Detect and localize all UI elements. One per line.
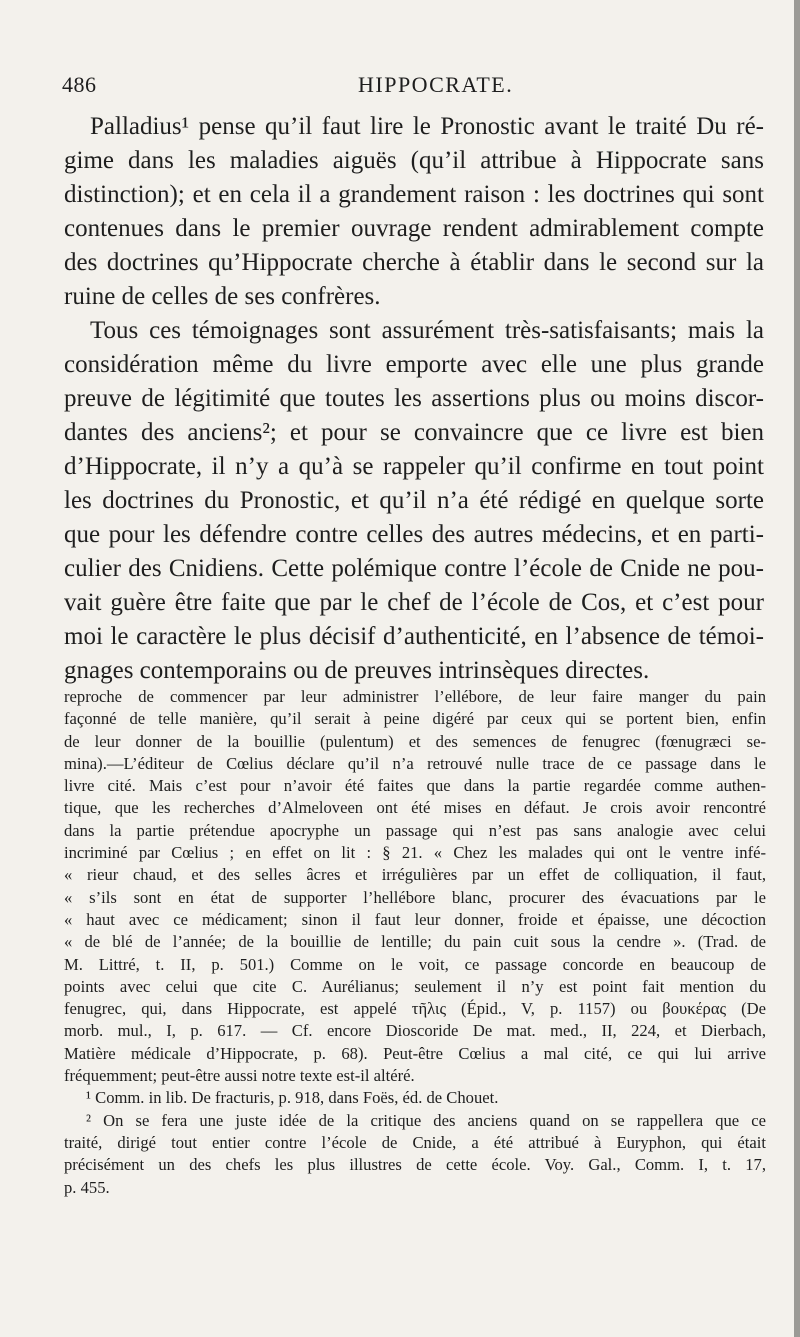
main-line: considération même du livre emporte avec elle une plus grande [64, 351, 764, 378]
note-line: façonné de telle manière, qu’il serait à peine digéré par ceux qui se portent bien, enfin [64, 709, 766, 729]
note-line: reproche de commencer par leur administrer l’ellébore, de leur faire manger du pain [64, 687, 766, 706]
note-line: précisément un des chefs les plus illustres de cette école. Voy. Gal., Comm. I, t. 17, [64, 1155, 766, 1175]
note-line: morb. mul., I, p. 617. — Cf. encore Dioscoride De mat. med., II, 224, et Dierbach, [64, 1021, 766, 1041]
page-number: 486 [62, 72, 97, 97]
note-line: mina).—L’éditeur de Cœlius déclare qu’il n’a retrouvé nulle trace de ce passage dans le [64, 753, 766, 773]
main-line: gime dans les maladies aiguës (qu’il attribue à Hippocrate sans [64, 147, 764, 174]
footnote-2: ² On se fera une juste idée de la critique des anciens quand on se rappellera que ce [86, 1110, 766, 1130]
main-line: contenues dans le premier ouvrage rendent admirablement compte [64, 215, 764, 242]
note-line: « s’ils sont en état de supporter l’hellébore blanc, procurer des évacuations par le [64, 887, 766, 907]
note-line: M. Littré, t. II, p. 501.) Comme on le voit, ce passage concorde en beaucoup de [64, 954, 766, 974]
main-line: des doctrines qu’Hippocrate cherche à établir dans le second sur la [64, 249, 764, 276]
main-line: preuve de légitimité que toutes les assertions plus ou moins discor- [64, 385, 764, 412]
main-line: Palladius¹ pense qu’il faut lire le Pronostic avant le traité Du ré- [90, 113, 764, 140]
note-line: fenugrec, qui, dans Hippocrate, est appelé τῆλις (Épid., V, p. 1157) ou βουκέρας (De [64, 999, 766, 1019]
note-line: p. 455. [64, 1177, 110, 1197]
note-line: Matière médicale d’Hippocrate, p. 68). Peut-être Cœlius a mal cité, ce qui lui arrive [64, 1043, 766, 1063]
main-line: moi le caractère le plus décisif d’authenticité, en l’absence de témoi- [64, 623, 764, 650]
main-line: distinction); et en cela il a grandement raison : les doctrines qui sont [64, 181, 764, 208]
note-line: livre cité. Mais c’est pour n’avoir été faites que dans la partie regardée comme authen- [64, 776, 766, 796]
note-line: « de blé de l’année; de la bouillie de lentille; du pain cuit sous la cendre ». (Trad. de [64, 932, 766, 952]
main-line: culier des Cnidiens. Cette polémique contre l’école de Cnide ne pou- [64, 555, 764, 582]
note-line: fréquemment; peut-être aussi notre texte est-il altéré. [64, 1066, 415, 1086]
footnotes [64, 686, 766, 1199]
footnote-1: ¹ Comm. in lib. De fracturis, p. 918, dans Foës, éd. de Chouet. [86, 1088, 499, 1108]
main-text [64, 110, 764, 688]
main-line: les doctrines du Pronostic, et qu’il n’a été rédigé en quelque sorte [64, 487, 764, 514]
note-line: dans la partie prétendue apocryphe un passage qui n’est pas sans analogie avec celui [64, 820, 766, 840]
main-line: que pour les défendre contre celles des autres médecins, et en parti- [64, 521, 764, 548]
main-line: Tous ces témoignages sont assurément très-satisfaisants; mais la [90, 317, 764, 344]
running-title: HIPPOCRATE. [358, 72, 514, 97]
main-line: dantes des anciens²; et pour se convaincre que ce livre est bien [64, 419, 764, 446]
main-line: gnages contemporains ou de preuves intrinsèques directes. [64, 657, 650, 684]
note-line: « rieur chaud, et des selles âcres et irrégulières par un effet de colliquation, il faut, [64, 865, 766, 885]
main-line: ruine de celles de ses confrères. [64, 283, 381, 310]
note-line: incriminé par Cœlius ; en effet on lit : § 21. « Chez les malades qui ont le ventre infé- [64, 843, 766, 863]
note-line: « haut avec ce médicament; sinon il faut leur donner, froide et épaisse, une décoction [64, 909, 766, 929]
main-line: vait guère être faite que par le chef de l’école de Cos, et c’est pour [64, 589, 764, 616]
note-line: points avec celui que cite C. Aurélianus; seulement il n’y est point fait mention du [64, 976, 766, 996]
main-line: d’Hippocrate, il n’y a qu’à se rappeler qu’il confirme en tout point [64, 453, 764, 480]
note-line: de leur donner de la bouillie (pulentum) et des semences de fenugrec (fœnugræci se- [64, 731, 766, 751]
note-line: tique, que les recherches d’Almeloveen ont été mises en défaut. Je crois avoir rencontré [64, 798, 766, 818]
running-head [62, 72, 780, 108]
note-line: traité, dirigé tout entier contre l’école de Cnide, a été attribué à Euryphon, qui était [64, 1132, 766, 1152]
page-edge-shadow [794, 0, 800, 1337]
